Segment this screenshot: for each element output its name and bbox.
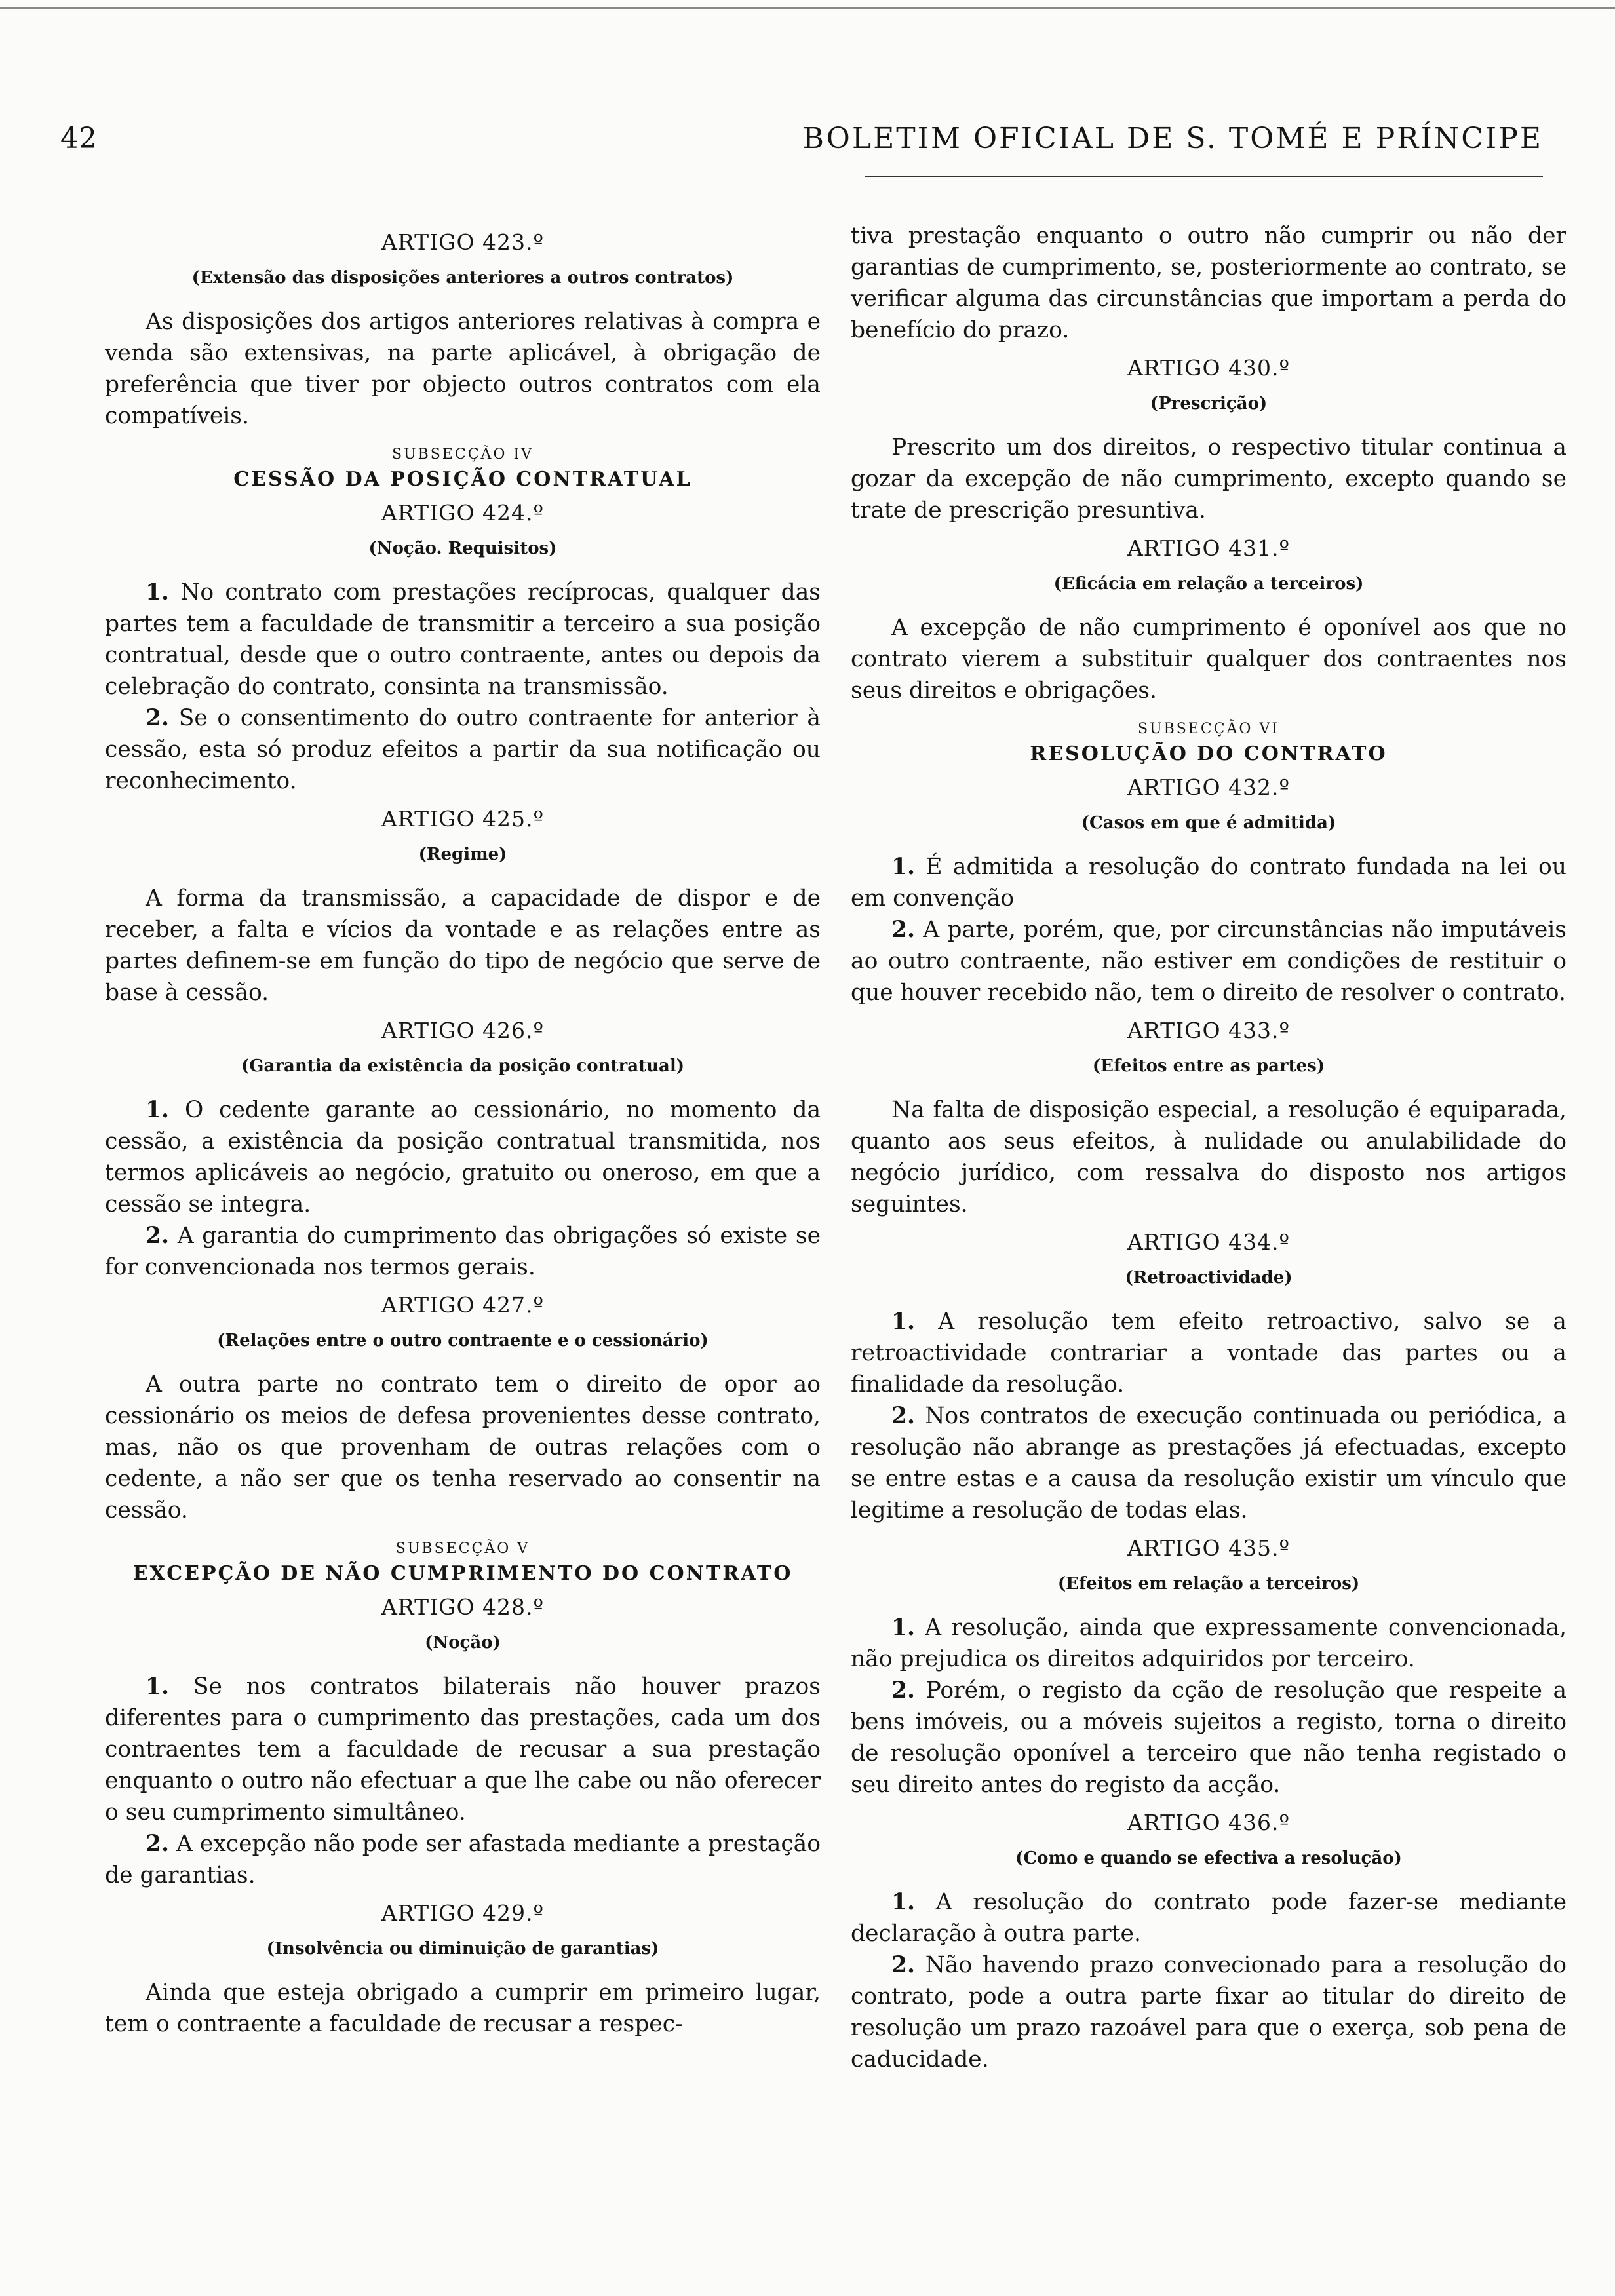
article-paragraph	[851, 1306, 1566, 1400]
article-heading: ARTIGO 436.º	[1127, 1810, 1291, 1835]
article-heading: ARTIGO 427.º	[381, 1292, 545, 1318]
article-paragraph: tiva prestação enquanto o outro não cumprir ou não der garantias de cumprimento, se, posteriormente ao contrato, se verificar alguma das circunstâncias que importam a perda do benefício do prazo.	[851, 223, 1566, 343]
article-paragraph	[851, 851, 1566, 914]
page-number: 42	[60, 122, 97, 155]
section-title: EXCEPÇÃO DE NÃO CUMPRIMENTO DO CONTRATO	[132, 1562, 793, 1585]
article-paragraph	[105, 577, 821, 702]
paragraph-number: 1.	[891, 1889, 916, 1915]
article-title: (Noção)	[425, 1633, 501, 1653]
article-heading: ARTIGO 428.º	[381, 1594, 545, 1620]
article-title: (Efeitos em relação a terceiros)	[1057, 1574, 1360, 1594]
paragraph-text: Porém, o registo da cção de resolução que respeite a bens imóveis, ou a móveis sujeitos a registo, torna o direito de resolução oponível a terceiro que não tenha registado o seu direito antes do registo da acção.	[851, 1677, 1567, 1798]
article-heading: ARTIGO 425.º	[381, 806, 545, 832]
article-title: (Relações entre o outro contraente e o cessionário)	[217, 1331, 709, 1350]
paragraph-number: 1.	[891, 1615, 916, 1641]
article-paragraph	[105, 1671, 821, 1828]
article-title: (Eficácia em relação a terceiros)	[1053, 574, 1364, 594]
paragraph-text: A parte, porém, que, por circunstâncias não imputáveis ao outro contraente, não estiver em condições de restituir o que houver recebido não, tem o direito de resolver o contrato.	[851, 917, 1567, 1006]
article-paragraph: Prescrito um dos direitos, o respectivo titular continua a gozar da excepção de não cumprimento, excepto quando se trate de prescrição presuntiva.	[851, 434, 1566, 524]
journal-title: BOLETIM OFICIAL DE S. TOMÉ E PRÍNCIPE	[802, 122, 1543, 155]
article-heading: ARTIGO 424.º	[381, 500, 545, 526]
subsection-label: SUBSECÇÃO IV	[391, 446, 534, 463]
article-paragraph: As disposições dos artigos anteriores relativas à compra e venda são extensivas, na parte aplicável, à obrigação de preferência que tiver por objecto outros contratos com ela compatíveis.	[105, 309, 821, 429]
section-title: CESSÃO DA POSIÇÃO CONTRATUAL	[233, 468, 692, 491]
paragraph-number: 2.	[146, 1831, 170, 1857]
paragraph-number: 1.	[891, 854, 916, 880]
paragraph-text: É admitida a resolução do contrato fundada na lei ou em convenção	[851, 854, 1567, 911]
article-heading: ARTIGO 430.º	[1127, 355, 1291, 381]
paragraph-number: 1.	[891, 1309, 916, 1335]
paragraph-text: Nos contratos de execução continuada ou periódica, a resolução não abrange as prestações já efectuadas, excepto se entre estas e a causa da resolução existir um vínculo que legitime a resolução de todas elas.	[851, 1403, 1566, 1523]
paragraph-text: A resolução tem efeito retroactivo, salvo se a retroactividade contrariar a vontade das partes ou a finalidade da resolução.	[851, 1309, 1567, 1398]
subsection-label: SUBSECÇÃO VI	[1137, 721, 1280, 737]
paragraph-number: 2.	[891, 1952, 916, 1978]
article-title: (Casos em que é admitida)	[1081, 813, 1336, 833]
article-title: (Prescrição)	[1150, 394, 1268, 413]
article-paragraph	[851, 1675, 1566, 1801]
left-column	[105, 220, 821, 2040]
top-scan-rule	[0, 7, 1615, 9]
article-paragraph	[105, 702, 821, 797]
article-paragraph	[105, 1094, 821, 1220]
paragraph-number: 2.	[891, 1677, 916, 1704]
paragraph-text: O cedente garante ao cessionário, no momento da cessão, a existência da posição contratual transmitida, nos termos aplicáveis ao negócio, gratuito ou oneroso, em que a cessão se integra.	[105, 1097, 821, 1217]
article-paragraph: A outra parte no contrato tem o direito de opor ao cessionário os meios de defesa provenientes desse contrato, mas, não os que provenham de outras relações com o cedente, a não ser que os tenha reservado ao consentir na cessão.	[105, 1371, 821, 1523]
article-heading: ARTIGO 423.º	[381, 229, 545, 255]
header-rule	[865, 176, 1543, 177]
article-heading: ARTIGO 433.º	[1127, 1018, 1291, 1043]
article-heading: ARTIGO 426.º	[381, 1018, 545, 1043]
article-title: (Como e quando se efectiva a resolução)	[1015, 1848, 1402, 1868]
section-title: RESOLUÇÃO DO CONTRATO	[1030, 742, 1388, 765]
article-paragraph	[851, 1949, 1566, 2075]
article-title: (Garantia da existência da posição contratual)	[241, 1056, 685, 1076]
article-title: (Retroactividade)	[1125, 1268, 1293, 1288]
article-paragraph: Ainda que esteja obrigado a cumprir em primeiro lugar, tem o contraente a faculdade de recusar a respec-	[105, 1980, 821, 2037]
article-title: (Noção. Requisitos)	[368, 539, 557, 558]
paragraph-number: 2.	[146, 705, 170, 731]
paragraph-text: Não havendo prazo convecionado para a resolução do contrato, pode a outra parte fixar ao titular do direito de resolução um prazo razoável para que o exerça, sob pena de caducidade.	[851, 1952, 1567, 2073]
article-paragraph	[105, 1828, 821, 1891]
article-heading: ARTIGO 429.º	[381, 1900, 545, 1926]
article-paragraph	[851, 1612, 1566, 1675]
paragraph-text: Se o consentimento do outro contraente for anterior à cessão, esta só produz efeitos a partir da sua notificação ou reconhecimento.	[105, 705, 821, 794]
right-column	[851, 220, 1566, 2075]
article-heading: ARTIGO 432.º	[1127, 775, 1291, 800]
paragraph-number: 2.	[146, 1223, 170, 1249]
paragraph-number: 2.	[891, 917, 916, 943]
article-title: (Efeitos entre as partes)	[1092, 1056, 1325, 1076]
article-paragraph	[851, 1886, 1566, 1949]
paragraph-number: 1.	[146, 579, 170, 605]
article-heading: ARTIGO 431.º	[1127, 535, 1291, 561]
article-heading: ARTIGO 435.º	[1127, 1535, 1291, 1561]
paragraph-text: A excepção não pode ser afastada mediante a prestação de garantias.	[105, 1831, 821, 1888]
article-paragraph	[105, 1220, 821, 1283]
article-title: (Extensão das disposições anteriores a outros contratos)	[191, 268, 734, 288]
article-title: (Regime)	[418, 845, 507, 864]
article-paragraph	[851, 914, 1566, 1008]
paragraph-number: 2.	[891, 1403, 916, 1429]
paragraph-number: 1.	[146, 1674, 170, 1700]
paragraph-text: A resolução, ainda que expressamente convencionada, não prejudica os direitos adquiridos por terceiro.	[851, 1615, 1567, 1672]
article-paragraph: A excepção de não cumprimento é oponível aos que no contrato vierem a substituir qualquer dos contraentes nos seus direitos e obrigações.	[851, 615, 1566, 704]
paragraph-text: A garantia do cumprimento das obrigações só existe se for convencionada nos termos gerais.	[105, 1223, 821, 1280]
paragraph-text: A resolução do contrato pode fazer-se mediante declaração à outra parte.	[851, 1889, 1567, 1947]
paragraph-number: 1.	[146, 1097, 170, 1123]
article-paragraph: A forma da transmissão, a capacidade de dispor e de receber, a falta e vícios da vontade e as relações entre as partes definem-se em função do tipo de negócio que serve de base à cessão.	[105, 885, 821, 1006]
paragraph-text: Se nos contratos bilaterais não houver prazos diferentes para o cumprimento das prestações, cada um dos contraentes tem a faculdade de recusar a sua prestação enquanto o outro não efectuar a que lhe cabe ou não oferecer o seu cumprimento simultâneo.	[105, 1674, 821, 1826]
paragraph-text: No contrato com prestações recíprocas, qualquer das partes tem a faculdade de transmitir a terceiro a sua posição contratual, desde que o outro contraente, antes ou depois da celebração do contrato, consinta na transmissão.	[105, 579, 821, 700]
article-heading: ARTIGO 434.º	[1127, 1229, 1291, 1255]
article-paragraph	[851, 1400, 1566, 1526]
article-title: (Insolvência ou diminuição de garantias)	[266, 1939, 659, 1959]
article-paragraph: Na falta de disposição especial, a resolução é equiparada, quanto aos seus efeitos, à nulidade ou anulabilidade do negócio jurídico, com ressalva do disposto nos artigos seguintes.	[851, 1097, 1566, 1217]
page-header	[60, 122, 1543, 168]
subsection-label: SUBSECÇÃO V	[395, 1540, 530, 1557]
